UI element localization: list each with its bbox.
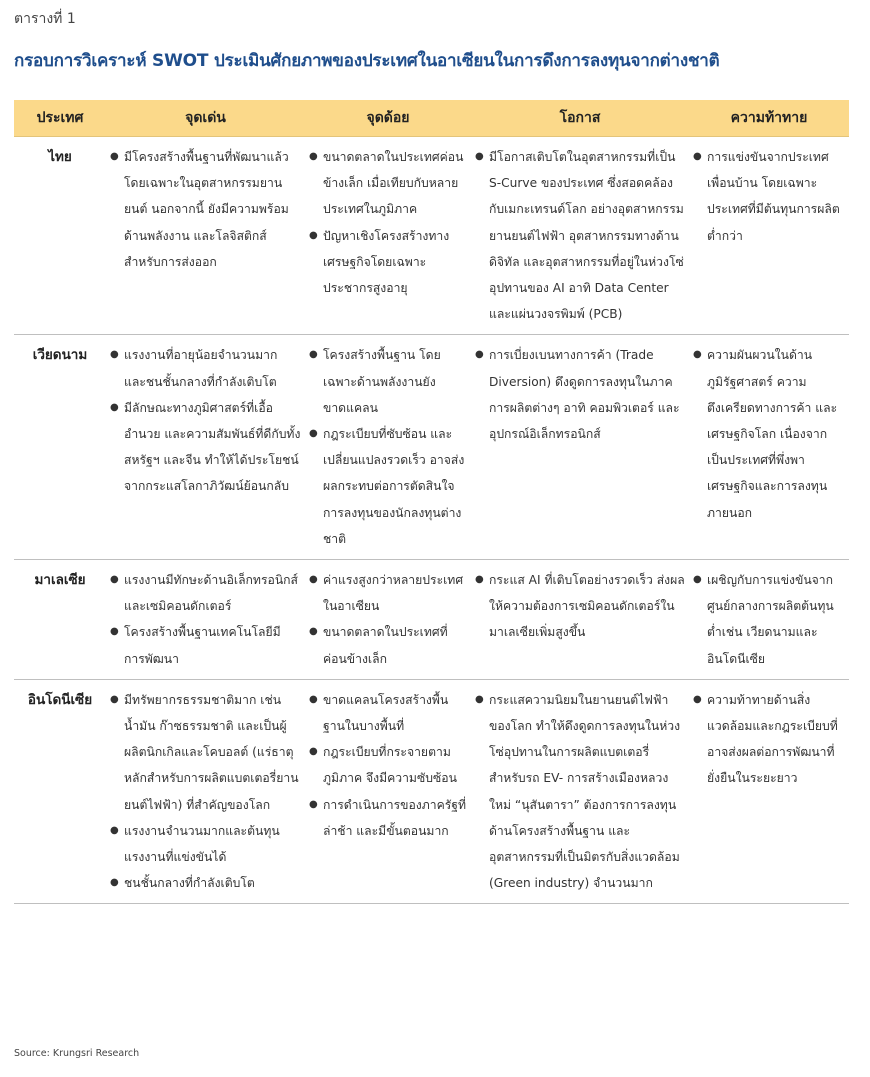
challenges-cell <box>689 335 849 560</box>
opportunities-cell <box>471 560 689 680</box>
table-header-row <box>14 100 849 137</box>
header-weaknesses: จุดด้อย <box>305 100 471 137</box>
opportunities-list <box>475 342 685 447</box>
list-item: ● ขนาดตลาดในประเทศที่ค่อนข้างเล็ก <box>309 619 467 671</box>
table-title: กรอบการวิเคราะห์ SWOT ประเมินศักยภาพของประเทศในอาเซียนในการดึงการลงทุนจากต่างชาติ <box>14 51 720 71</box>
weaknesses-cell <box>305 137 471 335</box>
list-item: ● มีทรัพยากรธรรมชาติมาก เช่น น้ำมัน ก๊าซธรรมชาติ และเป็นผู้ผลิตนิกเกิลและโคบอลต์ (แร่ธาตุหลักสำหรับการผลิตแบตเตอรี่ยานยนต์ไฟฟ้า) ที่สำคัญของโลก <box>110 687 301 818</box>
list-item: ● ชนชั้นกลางที่กำลังเติบโต <box>110 870 301 896</box>
list-item: ● มีลักษณะทางภูมิศาสตร์ที่เอื้ออำนวย และความสัมพันธ์ที่ดีกับทั้งสหรัฐฯ และจีน ทำให้ได้ประโยชน์จากกระแสโลกาภิวัฒน์ย้อนกลับ <box>110 395 301 500</box>
challenges-list <box>693 342 845 525</box>
opportunities-list <box>475 687 685 897</box>
weaknesses-list <box>309 567 467 672</box>
challenges-cell <box>689 560 849 680</box>
list-item: ● กระแสความนิยมในยานยนต์ไฟฟ้าของโลก ทำให้ดึงดูดการลงทุนในห่วงโซ่อุปทานในการผลิตแบตเตอรี่สำหรับรถ EV- การสร้างเมืองหลวงใหม่ “นุสันตารา” ต้องการการลงทุนด้านโครงสร้างพื้นฐาน และอุตสาหกรรมที่เป็นมิตรกับสิ่งแวดล้อม (Green industry) จำนวนมาก <box>475 687 685 897</box>
table-row <box>14 679 849 904</box>
list-item: ● แรงงานมีทักษะด้านอิเล็กทรอนิกส์และเซมิคอนดักเตอร์ <box>110 567 301 619</box>
opportunities-cell <box>471 335 689 560</box>
strengths-list <box>110 567 301 672</box>
list-item: ● โครงสร้างพื้นฐานเทคโนโลยีมีการพัฒนา <box>110 619 301 671</box>
strengths-cell <box>106 560 305 680</box>
weaknesses-list <box>309 687 467 844</box>
header-country: ประเทศ <box>14 100 106 137</box>
source-note: Source: Krungsri Research <box>14 1048 140 1059</box>
opportunities-cell <box>471 137 689 335</box>
table-row <box>14 335 849 560</box>
list-item: ● กระแส AI ที่เติบโตอย่างรวดเร็ว ส่งผลให้ความต้องการเซมิคอนดักเตอร์ในมาเลเซียเพิ่มสูงขึ้น <box>475 567 685 646</box>
header-opportunities: โอกาส <box>471 100 689 137</box>
strengths-cell <box>106 137 305 335</box>
weaknesses-cell <box>305 679 471 904</box>
list-item: ● กฎระเบียบที่ซับซ้อน และเปลี่ยนแปลงรวดเร็ว อาจส่งผลกระทบต่อการตัดสินใจการลงทุนของนักลงทุนต่างชาติ <box>309 421 467 552</box>
list-item: ● แรงงานจำนวนมากและต้นทุนแรงงานที่แข่งขันได้ <box>110 818 301 870</box>
weaknesses-cell <box>305 560 471 680</box>
list-item: ● ปัญหาเชิงโครงสร้างทางเศรษฐกิจโดยเฉพาะประชากรสูงอายุ <box>309 223 467 302</box>
list-item: ● ความท้าทายด้านสิ่งแวดล้อมและกฎระเบียบที่อาจส่งผลต่อการพัฒนาที่ยั่งยืนในระยะยาว <box>693 687 845 792</box>
challenges-list <box>693 144 845 249</box>
challenges-cell <box>689 679 849 904</box>
strengths-cell <box>106 335 305 560</box>
list-item: ● ค่าแรงสูงกว่าหลายประเทศในอาเซียน <box>309 567 467 619</box>
swot-table <box>14 100 849 904</box>
table-label: ตารางที่ 1 <box>14 11 76 27</box>
country-cell: อินโดนีเซีย <box>14 679 106 904</box>
list-item: ● ขาดแคลนโครงสร้างพื้นฐานในบางพื้นที่ <box>309 687 467 739</box>
list-item: ● มีโอกาสเติบโตในอุตสาหกรรมที่เป็น S-Curve ของประเทศ ซึ่งสอดคล้องกับเมกะเทรนด์โลก อย่างอุตสาหกรรมยานยนต์ไฟฟ้า อุตสาหกรรมทางด้านดิจิทัล และอุตสาหกรรมที่อยู่ในห่วงโซ่อุปทานของ AI อาทิ Data Center และแผ่นวงจรพิมพ์ (PCB) <box>475 144 685 327</box>
table-row <box>14 137 849 335</box>
opportunities-list <box>475 144 685 327</box>
list-item: ● โครงสร้างพื้นฐาน โดยเฉพาะด้านพลังงานยังขาดแคลน <box>309 342 467 421</box>
country-cell: เวียดนาม <box>14 335 106 560</box>
weaknesses-list <box>309 342 467 552</box>
country-cell: ไทย <box>14 137 106 335</box>
strengths-list <box>110 687 301 897</box>
list-item: ● การเบี่ยงเบนทางการค้า (Trade Diversion) ดึงดูดการลงทุนในภาคการผลิตต่างๆ อาทิ คอมพิวเตอร์ และอุปกรณ์อิเล็กทรอนิกส์ <box>475 342 685 447</box>
list-item: ● เผชิญกับการแข่งขันจากศูนย์กลางการผลิตต้นทุนต่ำเช่น เวียดนามและ อินโดนีเซีย <box>693 567 845 672</box>
strengths-list <box>110 144 301 275</box>
list-item: ● การดำเนินการของภาครัฐที่ล่าช้า และมีขั้นตอนมาก <box>309 792 467 844</box>
list-item: ● แรงงานที่อายุน้อยจำนวนมาก และชนชั้นกลางที่กำลังเติบโต <box>110 342 301 394</box>
weaknesses-cell <box>305 335 471 560</box>
challenges-cell <box>689 137 849 335</box>
header-strengths: จุดเด่น <box>106 100 305 137</box>
list-item: ● การแข่งขันจากประเทศเพื่อนบ้าน โดยเฉพาะประเทศที่มีต้นทุนการผลิตต่ำกว่า <box>693 144 845 249</box>
strengths-list <box>110 342 301 499</box>
challenges-list <box>693 687 845 792</box>
opportunities-cell <box>471 679 689 904</box>
table-row <box>14 560 849 680</box>
challenges-list <box>693 567 845 672</box>
list-item: ● กฎระเบียบที่กระจายตามภูมิภาค จึงมีความซับซ้อน <box>309 739 467 791</box>
strengths-cell <box>106 679 305 904</box>
weaknesses-list <box>309 144 467 301</box>
list-item: ● ความผันผวนในด้านภูมิรัฐศาสตร์ ความตึงเครียดทางการค้า และเศรษฐกิจโลก เนื่องจากเป็นประเทศที่พึ่งพาเศรษฐกิจและการลงทุนภายนอก <box>693 342 845 525</box>
header-challenges: ความท้าทาย <box>689 100 849 137</box>
country-cell: มาเลเซีย <box>14 560 106 680</box>
list-item: ● มีโครงสร้างพื้นฐานที่พัฒนาแล้ว โดยเฉพาะในอุตสาหกรรมยานยนต์ นอกจากนี้ ยังมีความพร้อมด้านพลังงาน และโลจิสติกส์สำหรับการส่งออก <box>110 144 301 275</box>
opportunities-list <box>475 567 685 646</box>
list-item: ● ขนาดตลาดในประเทศค่อนข้างเล็ก เมื่อเทียบกับหลายประเทศในภูมิภาค <box>309 144 467 223</box>
